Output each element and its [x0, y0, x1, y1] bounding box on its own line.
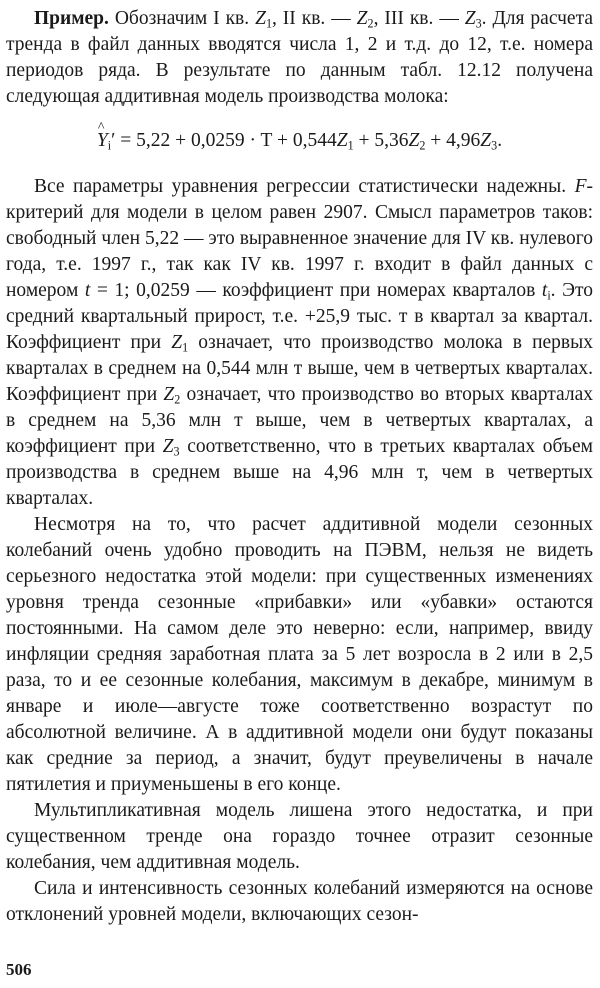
multiplicative-paragraph: Мультипликативная модель лишена этого недостатка, и при существенном тренде она гораздо точнее отразит сезонные колебания, чем аддитивная модель. [6, 800, 593, 873]
example-paragraph [6, 6, 593, 110]
var-z1: Z [255, 8, 266, 29]
sub-1: 1 [182, 340, 189, 355]
text-run: -критерий для модели в целом равен 2907. Смысл параметров таков: свободный член 5,22 — это выравненное значение для IV кв. нулевого года, т.е. 1997 г., так как IV кв. 1997 г. входит в файл данных с номером [6, 176, 593, 301]
var-t: t [84, 280, 91, 301]
text-run: , III кв. — [373, 8, 465, 29]
var-z1: Z [171, 332, 183, 353]
var-f: F [574, 176, 587, 197]
var-ti: t [541, 280, 548, 301]
var-z3: Z [464, 8, 476, 29]
text-run: Все параметры уравнения регрессии статистически надежны. [34, 176, 575, 197]
seasonal-strength-paragraph: Сила и интенсивность сезонных колебаний измеряются на основе отклонений уровней модели, включающих сезон- [6, 878, 593, 925]
text-run: . Для расчета тренда в файл данных вводятся числа 1, 2 и т.д. до 12, т.е. номера периодов ряда. В результате по данным табл. 12.12 получена следующая аддитивная модель производства молока: [6, 8, 593, 107]
var-z3: Z [480, 130, 492, 151]
text-run: означает, что производство молока в первых кварталах в среднем на 0,544 млн т выше, чем в четвертых кварталах. Коэффициент при [6, 332, 593, 405]
var-z2: Z [356, 8, 368, 29]
text-run: , II кв. — [271, 8, 357, 29]
sub-2: 2 [174, 392, 181, 407]
sub-2: 2 [419, 138, 426, 153]
sub-3: 3 [491, 138, 498, 153]
y-hat: ^ Y [97, 127, 108, 155]
sub-3: 3 [173, 444, 180, 459]
var-z3: Z [162, 436, 174, 457]
formula-end: . [497, 130, 503, 151]
formula-part: = 5,22 + 0,0259 · T + 0,544 [115, 130, 337, 151]
page-number: 506 [6, 960, 32, 979]
regression-formula [6, 127, 593, 155]
text-run: соответственно, что в третьих кварталах объем производства в среднем выше на 4,96 млн т, чем в четвертых кварталах. [6, 436, 593, 509]
example-lead: Пример. [34, 8, 109, 29]
formula-part: + 5,36 [353, 130, 409, 151]
var-z2: Z [408, 130, 420, 151]
sub-2: 2 [367, 16, 374, 31]
text-run: Обозначим I кв. [108, 8, 256, 29]
text-run: = 1; 0,0259 — коэффициент при номерах кварталов [90, 280, 542, 301]
formula-part: + 4,96 [425, 130, 481, 151]
additive-drawback-paragraph: Несмотря на то, что расчет аддитивной модели сезонных колебаний очень удобно проводить на ПЭВМ, нельзя не видеть серьезного недостатка этой модели: при существенных изменениях уровня тренда сезонные «прибавки» или «убавки» остаются постоянными. На самом деле это неверно: если, например, ввиду инфляции средняя заработная плата за 5 лет возросла в 2 или в 2,5 раза, то и ее сезонные колебания, максимум в декабре, минимум в январе и июле—августе тоже соответственно возрастут по абсолютной величине. А в аддитивной модели они будут показаны как средние за период, а значит, будут преувеличены в начале пятилетия и приуменьшены в его конце. [6, 514, 593, 795]
sub-3: 3 [475, 16, 482, 31]
sub-1: 1 [347, 138, 354, 153]
text-run: означает, что производство во вторых кварталах в среднем на 5,36 млн т выше, чем в четвертых кварталах, а коэффициент при [6, 384, 593, 457]
sub-1: 1 [265, 16, 272, 31]
text-run: . Это средний квартальный прирост, т.е. +25,9 тыс. т в квартал за квартал. Коэффициент при [6, 280, 593, 353]
prime: ′ [111, 130, 116, 151]
var-z1: Z [336, 130, 348, 151]
sub-i: i [547, 288, 551, 303]
sub-i: i [107, 138, 112, 153]
parameters-paragraph [6, 174, 593, 512]
var-z2: Z [163, 384, 175, 405]
